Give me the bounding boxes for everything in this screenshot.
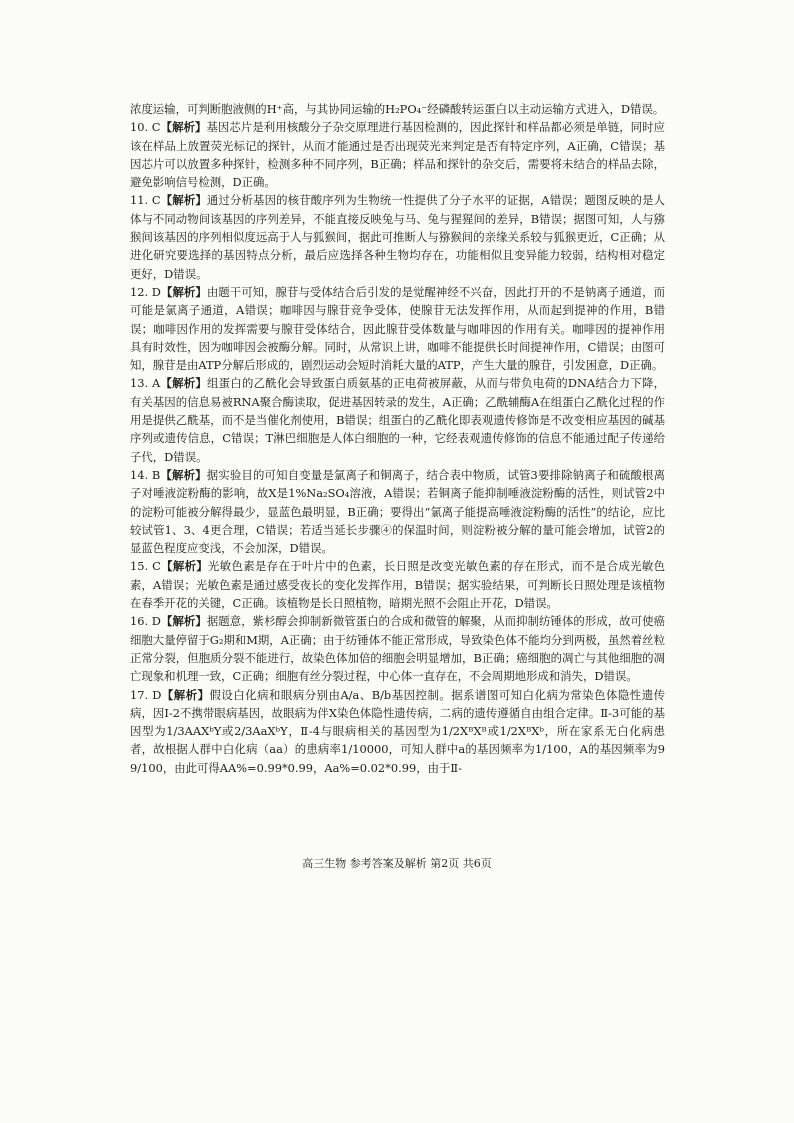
- answer-15: [130, 557, 665, 612]
- question-number: 11. C: [130, 193, 161, 208]
- analysis-tag: 【解析】: [160, 120, 207, 135]
- analysis-tag: 【解析】: [160, 467, 207, 482]
- paragraph-text: 假设白化病和眼病分别由A/a、B/b基因控制。据系谱图可知白化病为常染色体隐性遗传病，因Ⅰ-2不携带眼病基因，故眼病为伴X染色体隐性遗传病，二病的遗传遵循自由组合定律。Ⅱ-3可能的基因型为1/3AAXᵇY或2/3AaXᵇY，Ⅱ-4与眼病相关的基因型为1/2XᴮXᴮ或1/2XᴮXᵇ，所在家系无白化病患者，故根据人群中白化病（aa）的患病率1/10000，可知人群中a的基因频率为1/100，A的基因频率为99/100，由此可得AA%=0.99*0.99，Aa%=0.02*0.99，由于Ⅱ-: [130, 687, 665, 775]
- question-number: 17. D: [130, 687, 162, 702]
- analysis-tag: 【解析】: [161, 687, 210, 702]
- paragraph-text: 通过分析基因的核苷酸序列为生物统一性提供了分子水平的证据，A错误；题图反映的是人体与不同动物间该基因的序列差异，不能直接反映兔与马、兔与猩猩间的差异，B错误；据图可知，人与猕猴间该基因的序列相似度远高于人与狐猴间，据此可推断人与猕猴间的亲缘关系较与狐猴更近，C正确；从进化研究要选择的基因特点分析，最后应选择各种生物均存在，功能相似且变异能力较弱，结构相对稳定更好，D错误。: [130, 193, 666, 281]
- answer-explanations: [130, 100, 665, 777]
- page-footer: 高三生物 参考答案及解析 第2页 共6页: [302, 857, 492, 870]
- paragraph-text: 由题干可知，腺苷与受体结合后引发的是觉醒神经不兴奋，因此打开的不是钠离子通道，而可能是氯离子通道，A错误；咖啡因与腺苷竞争受体，使腺苷无法发挥作用，从而起到提神的作用，B错误；咖啡因作用的发挥需要与腺苷受体结合，因此腺苷受体数量与咖啡因的作用有关。咖啡因的提神作用具有时效性，因为咖啡因会被酶分解。同时，从常识上讲，咖啡不能提供长时间提神作用，C错误；由图可知，腺苷是由ATP分解后形成的，剧烈运动会短时消耗大量的ATP，产生大量的腺苷，引发困意，D正确。: [130, 284, 665, 373]
- analysis-tag: 【解析】: [160, 614, 207, 629]
- paragraph-text: 据题意，紫杉醇会抑制新微管蛋白的合成和微管的解聚，从而抑制纺锤体的形成，故可使癌细胞大量停留于G₂期和M期，A正确；由于纺锤体不能正常形成，导致染色体不能均分到两极，虽然着丝粒正常分裂，但胞质分裂不能进行，故染色体加倍的细胞会明显增加，B正确；癌细胞的凋亡与其他细胞的凋亡现象和机理一致，C正确；细胞有丝分裂过程，中心体一直存在，不会周期地形成和消失，D错误。: [130, 614, 665, 684]
- analysis-tag: 【解析】: [160, 193, 207, 208]
- answer-17: [130, 686, 665, 777]
- analysis-tag: 【解析】: [160, 284, 207, 299]
- question-number: 16. D: [130, 614, 161, 629]
- question-number: 12. D: [130, 284, 161, 299]
- question-number: 15. C: [130, 559, 161, 574]
- paragraph-text: 组蛋白的乙酰化会导致蛋白质氨基的正电荷被屏蔽，从而与带负电荷的DNA结合力下降，有关基因的信息易被RNA聚合酶读取，促进基因转录的发生，A正确；乙酰辅酶A在组蛋白乙酰化过程的作用是提供乙酰基，而不是当催化剂使用，B错误；组蛋白的乙酰化即表观遗传修饰是不改变相应基因的碱基序列或遗传信息，C错误；T淋巴细胞是人体白细胞的一种，它经表观遗传修饰的信息不能通过配子传递给子代，D错误。: [130, 376, 665, 464]
- analysis-tag: 【解析】: [160, 376, 208, 391]
- question-number: 10. C: [130, 120, 161, 135]
- answer-11: [130, 191, 665, 282]
- paragraph-text: 据实验目的可知自变量是氯离子和铜离子，结合表中物质，试管3要排除钠离子和硫酸根离子对唾液淀粉酶的影响，故X是1%Na₂SO₄溶液，A错误；若铜离子能抑制唾液淀粉酶的活性，则试管2中的淀粉可能被分解得最少，显蓝色最明显，B正确；要得出“氯离子能提高唾液淀粉酶的活性”的结论，应比较试管1、3、4更合理，C错误；若适当延长步骤④的保温时间，则淀粉被分解的量可能会增加，试管2的显蓝色程度应变浅，不会加深，D错误。: [130, 467, 665, 556]
- paragraph-continuation: [130, 100, 665, 118]
- paragraph-text: 浓度运输，可判断胞液侧的H⁺高，与其协同运输的H₂PO₄⁻经磷酸转运蛋白以主动运输方式进入，D错误。: [130, 102, 665, 116]
- question-number: 13. A: [130, 376, 161, 391]
- answer-10: [130, 118, 665, 191]
- paragraph-text: 基因芯片是利用核酸分子杂交原理进行基因检测的，因此探针和样品都必须是单链，同时应该在样品上放置荧光标记的探针，从而才能通过是否出现荧光来判定是否有特定序列，A正确，C错误；基因芯片可以放置多种探针，检测多种不同序列，B正确；样品和探针的杂交后，需要将未结合的样品去除，避免影响信号检测，D正确。: [130, 120, 665, 190]
- answer-14: [130, 466, 665, 557]
- question-number: 14. B: [130, 467, 161, 482]
- answer-12: [130, 283, 665, 374]
- answer-16: [130, 612, 665, 685]
- answer-13: [130, 374, 665, 465]
- paragraph-text: 光敏色素是存在于叶片中的色素，长日照是改变光敏色素的存在形式，而不是合成光敏色素，A错误；光敏色素是通过感受夜长的变化发挥作用，B错误；据实验结果，可判断长日照处理是该植物在春季开花的关键，C正确。该植物是长日照植物，暗期光照不会阻止开花，D错误。: [130, 559, 665, 611]
- analysis-tag: 【解析】: [160, 559, 209, 574]
